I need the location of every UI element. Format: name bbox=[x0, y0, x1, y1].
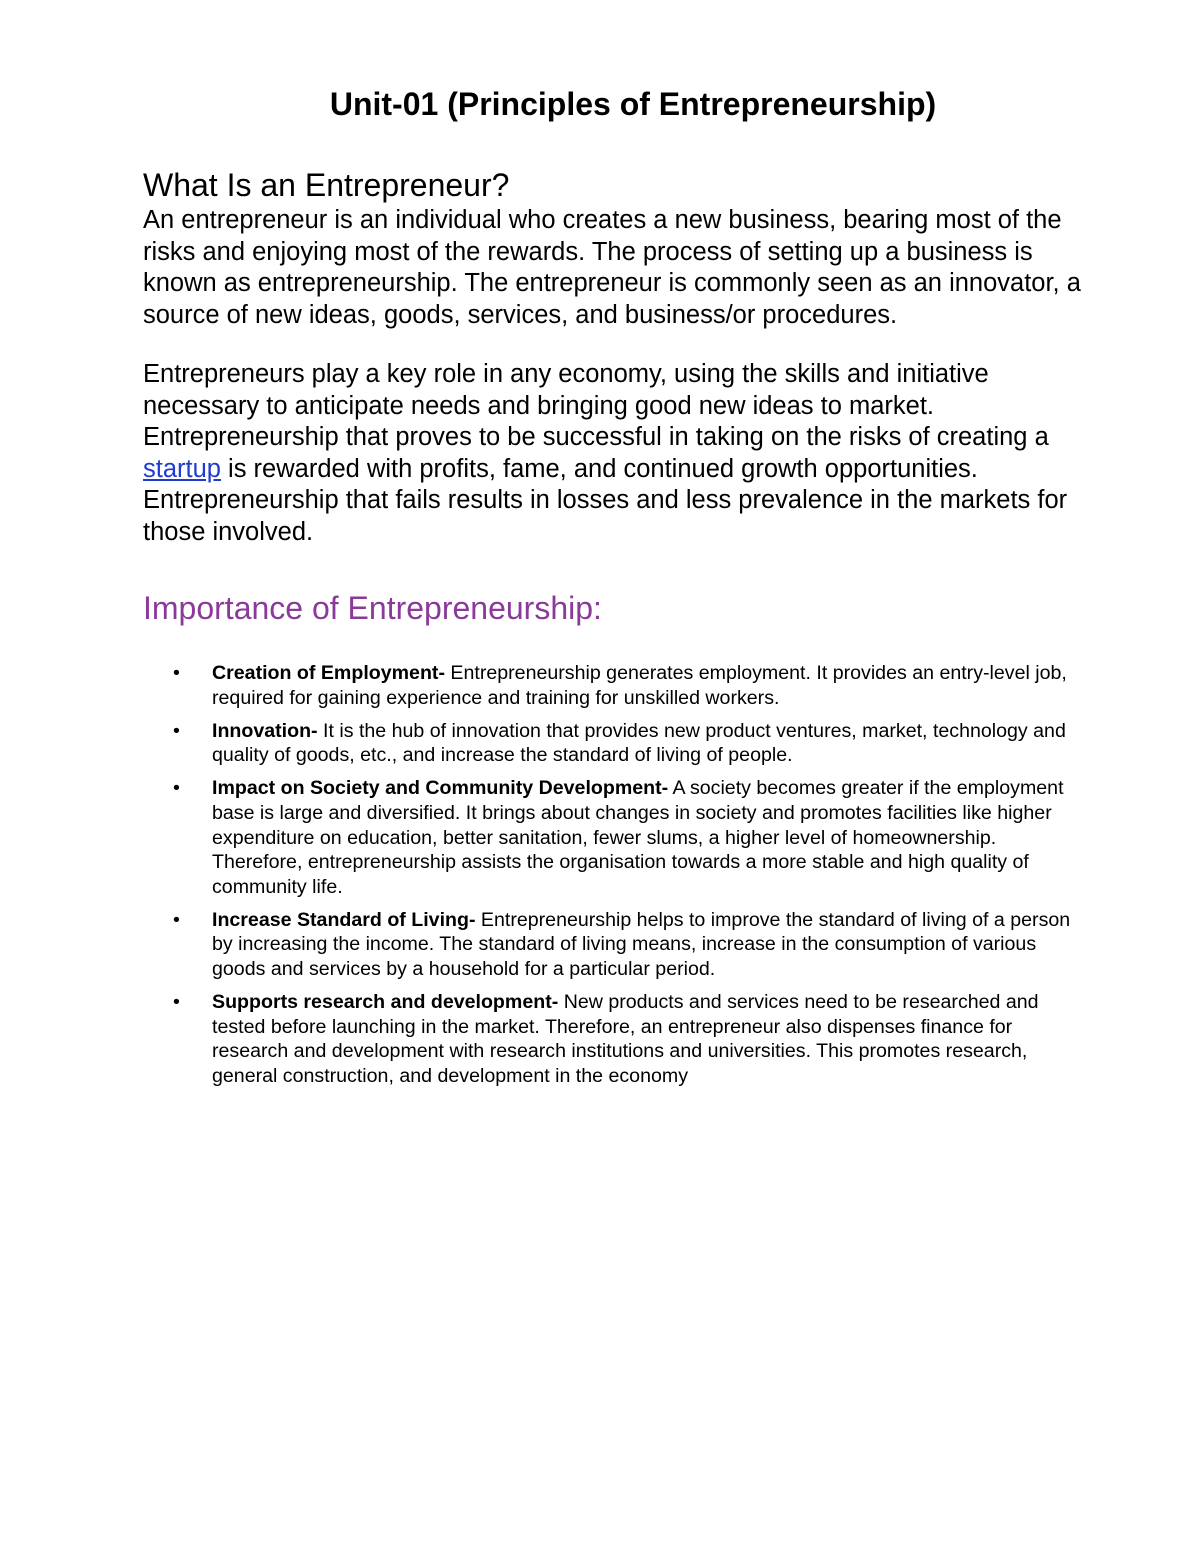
list-item-research bbox=[143, 990, 1083, 1088]
bullet-icon: • bbox=[173, 662, 180, 684]
paragraph-role-text-start: Entrepreneurs play a key role in any economy, using the skills and initiative necessary to anticipate needs and bringing good new ideas to market. Entrepreneurship that proves to be successful in taking on the risks of creating a bbox=[143, 360, 1049, 451]
document-body bbox=[143, 165, 1083, 1097]
page-title: Unit-01 (Principles of Entrepreneurship) bbox=[329, 86, 937, 122]
paragraph-role bbox=[143, 359, 1083, 548]
bullet-icon: • bbox=[173, 719, 180, 742]
heading-what-is-entrepreneur: What Is an Entrepreneur? bbox=[143, 167, 510, 203]
heading-importance: Importance of Entrepreneurship: bbox=[143, 590, 602, 626]
list-item-society bbox=[143, 776, 1083, 899]
importance-list bbox=[143, 661, 1083, 1089]
bullet-icon: • bbox=[173, 777, 180, 800]
list-item-term: Impact on Society and Community Development- bbox=[212, 777, 669, 800]
list-item-term: Increase Standard of Living- bbox=[212, 908, 476, 931]
list-item-innovation bbox=[143, 719, 1083, 768]
list-item-text: Entrepreneurship generates employment. It provides an entry-level job, required for gaining experience and training for unskilled workers. bbox=[212, 662, 1067, 709]
list-item-standard-of-living bbox=[143, 908, 1083, 982]
paragraph-role-text-end: is rewarded with profits, fame, and continued growth opportunities. Entrepreneurship that fails results in losses and less prevalence in the markets for those involved. bbox=[143, 454, 1068, 546]
list-item-text: New products and services need to be researched and tested before launching in the market. Therefore, an entrepreneur also dispenses finance for research and development with research institutions and universities. This promotes research, general construction, and development in the economy bbox=[212, 991, 1039, 1087]
bullet-icon: • bbox=[173, 908, 180, 931]
list-item-employment bbox=[143, 661, 1083, 710]
bullet-icon: • bbox=[173, 991, 180, 1014]
list-item-term: Innovation- bbox=[212, 719, 318, 742]
list-item-term: Creation of Employment- bbox=[212, 662, 445, 684]
list-item-term: Supports research and development- bbox=[212, 991, 559, 1014]
paragraph-definition: An entrepreneur is an individual who creates a new business, bearing most of the risks and enjoying most of the rewards. The process of setting up a business is known as entrepreneurship. The entrepreneur is commonly seen as an innovator, a source of new ideas, goods, services, and business/or procedures. bbox=[143, 206, 1081, 329]
startup-link[interactable]: startup bbox=[143, 454, 221, 483]
list-item-text: A society becomes greater if the employment base is large and diversified. It brings about changes in society and promotes facilities like higher expenditure on education, better sanitation, fewer slums, a higher level of homeownership. Therefore, entrepreneurship assists the organisation towards a more stable and high quality of community life. bbox=[212, 777, 1064, 898]
list-item-text: Entrepreneurship helps to improve the standard of living of a person by increasing the income. The standard of living means, increase in the consumption of various goods and services by a household for a particular period. bbox=[212, 908, 1071, 981]
list-item-text: It is the hub of innovation that provides new product ventures, market, technology and quality of goods, etc., and increase the standard of living of people. bbox=[212, 719, 1066, 767]
